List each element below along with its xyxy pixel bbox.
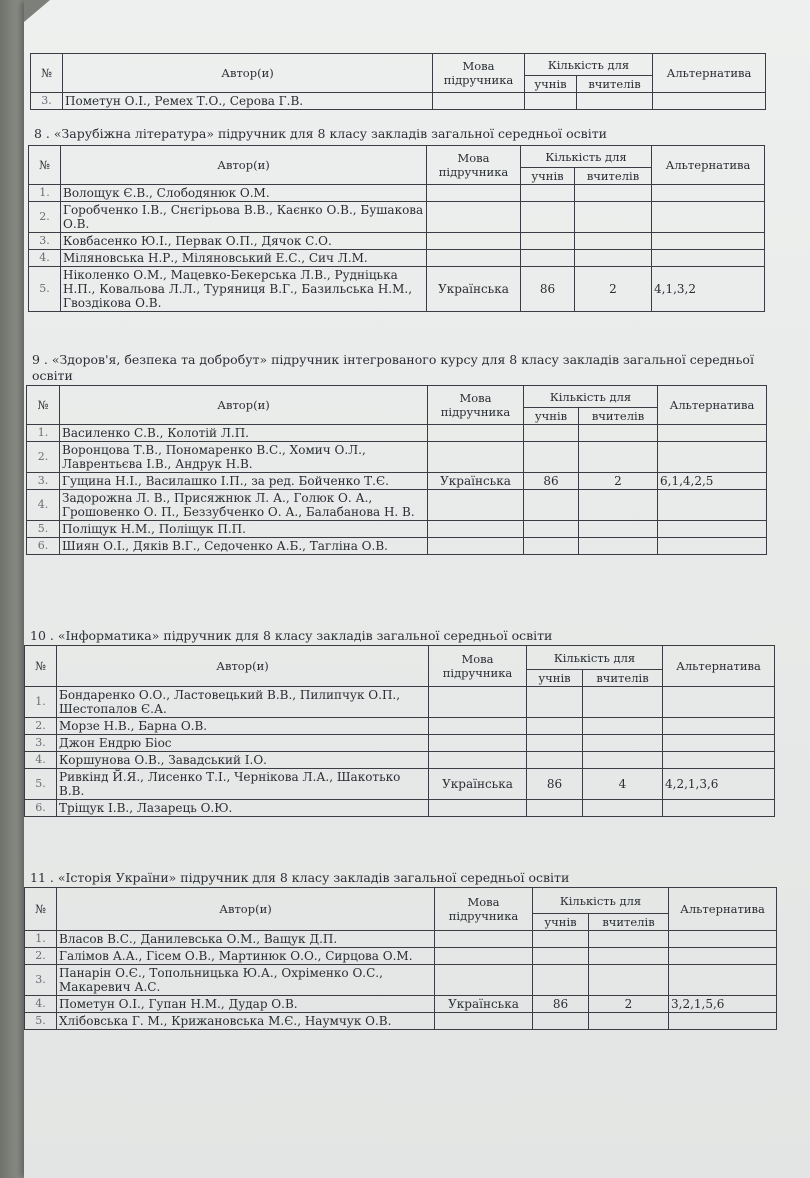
textbook-table	[24, 887, 777, 1030]
row-number: 1.	[25, 931, 57, 948]
header-number: №	[25, 888, 57, 931]
table-row	[25, 800, 775, 817]
section-8	[28, 126, 768, 312]
teachers-count-cell	[575, 185, 652, 202]
author-cell: Бондаренко О.О., Ластовецький В.В., Пилипчук О.П., Шестопалов Є.А.	[57, 687, 429, 718]
header-author: Автор(и)	[57, 888, 435, 931]
author-cell: Галімов А.А., Гісем О.В., Мартинюк О.О., Сирцова О.М.	[57, 948, 435, 965]
students-count-cell	[521, 233, 575, 250]
alternative-cell: 4,2,1,3,6	[663, 769, 775, 800]
header-students: учнів	[527, 670, 583, 687]
alternative-cell	[658, 538, 767, 555]
teachers-count-cell: 4	[583, 769, 663, 800]
students-count-cell	[527, 735, 583, 752]
teachers-count-cell	[583, 687, 663, 718]
header-teachers: вчителів	[577, 76, 653, 93]
language-cell	[428, 425, 524, 442]
row-number: 6.	[25, 800, 57, 817]
textbook-table	[30, 53, 766, 110]
table-row	[29, 202, 765, 233]
students-count-cell	[524, 425, 579, 442]
alternative-cell	[663, 735, 775, 752]
header-number: №	[29, 146, 61, 185]
header-author: Автор(и)	[60, 386, 428, 425]
table-row	[27, 538, 767, 555]
language-cell	[429, 752, 527, 769]
teachers-count-cell	[579, 425, 658, 442]
row-number: 3.	[25, 735, 57, 752]
header-number: №	[27, 386, 60, 425]
author-cell: Ніколенко О.М., Мацевко-Бекерська Л.В., Рудніцька Н.П., Ковальова Л.Л., Туряниця В.Г., Базильська Н.М., Гвоздікова О.В.	[61, 267, 427, 312]
section-continuation	[30, 53, 765, 110]
header-language: Мова підручника	[435, 888, 533, 931]
row-number: 2.	[25, 948, 57, 965]
table-row	[25, 931, 777, 948]
row-number: 3.	[31, 93, 63, 110]
language-cell	[428, 538, 524, 555]
header-language: Мова підручника	[427, 146, 521, 185]
alternative-cell	[669, 948, 777, 965]
language-cell	[429, 735, 527, 752]
table-row	[27, 490, 767, 521]
header-alternative: Альтернатива	[658, 386, 767, 425]
language-cell	[435, 1013, 533, 1030]
table-row	[25, 769, 775, 800]
header-teachers: вчителів	[575, 168, 652, 185]
table-row	[25, 718, 775, 735]
table-row	[25, 965, 777, 996]
alternative-cell: 3,2,1,5,6	[669, 996, 777, 1013]
author-cell: Коршунова О.В., Завадський І.О.	[57, 752, 429, 769]
language-cell	[427, 250, 521, 267]
alternative-cell	[663, 752, 775, 769]
language-cell	[433, 93, 525, 110]
language-cell	[429, 687, 527, 718]
alternative-cell	[669, 965, 777, 996]
students-count-cell	[533, 931, 589, 948]
table-row	[27, 442, 767, 473]
table-row	[29, 233, 765, 250]
row-number: 1.	[25, 687, 57, 718]
teachers-count-cell	[579, 442, 658, 473]
teachers-count-cell	[589, 931, 669, 948]
header-teachers: вчителів	[589, 914, 669, 931]
author-cell: Василенко С.В., Колотій Л.П.	[60, 425, 428, 442]
author-cell: Ковбасенко Ю.І., Первак О.П., Дячок С.О.	[61, 233, 427, 250]
textbook-table	[28, 145, 765, 312]
table-row	[29, 185, 765, 202]
language-cell	[427, 185, 521, 202]
teachers-count-cell	[583, 800, 663, 817]
students-count-cell: 86	[527, 769, 583, 800]
header-alternative: Альтернатива	[669, 888, 777, 931]
language-cell: Українська	[435, 996, 533, 1013]
header-students: учнів	[525, 76, 577, 93]
header-quantity: Кількість для	[527, 646, 663, 670]
students-count-cell	[533, 965, 589, 996]
teachers-count-cell	[583, 735, 663, 752]
language-cell	[428, 442, 524, 473]
section-title: 9 . «Здоров'я, безпека та добробут» підручник інтегрованого курсу для 8 класу закладів загальної середньої освіти	[32, 352, 754, 383]
table-row	[25, 735, 775, 752]
language-cell	[428, 490, 524, 521]
author-cell: Горобченко І.В., Снєгірьова В.В., Каєнко О.В., Бушакова О.В.	[61, 202, 427, 233]
section-title: 8 . «Зарубіжна література» підручник для 8 класу закладів загальної середньої освіти	[34, 126, 607, 141]
row-number: 4.	[29, 250, 61, 267]
author-cell: Міляновська Н.Р., Міляновський Е.С., Сич Л.М.	[61, 250, 427, 267]
alternative-cell	[652, 185, 765, 202]
language-cell: Українська	[427, 267, 521, 312]
teachers-count-cell: 2	[589, 996, 669, 1013]
table-row	[29, 267, 765, 312]
teachers-count-cell	[577, 93, 653, 110]
alternative-cell	[658, 442, 767, 473]
teachers-count-cell: 2	[575, 267, 652, 312]
author-cell: Тріщук І.В., Лазарець О.Ю.	[57, 800, 429, 817]
header-students: учнів	[524, 408, 579, 425]
alternative-cell	[658, 425, 767, 442]
row-number: 1.	[29, 185, 61, 202]
students-count-cell	[533, 948, 589, 965]
language-cell	[435, 965, 533, 996]
teachers-count-cell	[575, 233, 652, 250]
header-teachers: вчителів	[579, 408, 658, 425]
section-9	[26, 352, 776, 555]
header-quantity: Кількість для	[533, 888, 669, 914]
section-10	[24, 628, 776, 817]
alternative-cell: 6,1,4,2,5	[658, 473, 767, 490]
students-count-cell	[525, 93, 577, 110]
header-teachers: вчителів	[583, 670, 663, 687]
row-number: 1.	[27, 425, 60, 442]
author-cell: Джон Ендрю Біос	[57, 735, 429, 752]
table-row	[25, 948, 777, 965]
alternative-cell: 4,1,3,2	[652, 267, 765, 312]
alternative-cell	[658, 521, 767, 538]
header-language: Мова підручника	[433, 54, 525, 93]
students-count-cell	[533, 1013, 589, 1030]
document-page	[24, 0, 810, 1178]
header-quantity: Кількість для	[521, 146, 652, 168]
teachers-count-cell	[579, 490, 658, 521]
students-count-cell	[521, 202, 575, 233]
author-cell: Власов В.С., Данилевська О.М., Ващук Д.П.	[57, 931, 435, 948]
alternative-cell	[653, 93, 766, 110]
teachers-count-cell	[575, 202, 652, 233]
header-alternative: Альтернатива	[663, 646, 775, 687]
teachers-count-cell	[589, 965, 669, 996]
row-number: 2.	[29, 202, 61, 233]
teachers-count-cell	[583, 752, 663, 769]
table-row	[25, 996, 777, 1013]
teachers-count-cell	[589, 1013, 669, 1030]
students-count-cell	[524, 521, 579, 538]
row-number: 3.	[25, 965, 57, 996]
language-cell	[427, 233, 521, 250]
textbook-table	[24, 645, 775, 817]
table-row	[25, 752, 775, 769]
textbook-table	[26, 385, 767, 555]
students-count-cell	[524, 538, 579, 555]
row-number: 5.	[25, 1013, 57, 1030]
students-count-cell	[527, 800, 583, 817]
author-cell: Ривкінд Й.Я., Лисенко Т.І., Чернікова Л.А., Шакотько В.В.	[57, 769, 429, 800]
students-count-cell	[527, 687, 583, 718]
row-number: 3.	[29, 233, 61, 250]
language-cell	[435, 931, 533, 948]
language-cell: Українська	[429, 769, 527, 800]
teachers-count-cell	[575, 250, 652, 267]
alternative-cell	[669, 931, 777, 948]
alternative-cell	[663, 687, 775, 718]
students-count-cell	[524, 442, 579, 473]
author-cell: Поліщук Н.М., Поліщук П.П.	[60, 521, 428, 538]
header-number: №	[31, 54, 63, 93]
teachers-count-cell	[583, 718, 663, 735]
header-language: Мова підручника	[429, 646, 527, 687]
teachers-count-cell	[589, 948, 669, 965]
table-row	[27, 473, 767, 490]
author-cell: Пометун О.І., Ремех Т.О., Серова Г.В.	[63, 93, 433, 110]
author-cell: Пометун О.І., Гупан Н.М., Дудар О.В.	[57, 996, 435, 1013]
row-number: 2.	[27, 442, 60, 473]
row-number: 5.	[25, 769, 57, 800]
table-row	[29, 250, 765, 267]
header-author: Автор(и)	[63, 54, 433, 93]
alternative-cell	[663, 718, 775, 735]
students-count-cell	[527, 718, 583, 735]
header-language: Мова підручника	[428, 386, 524, 425]
row-number: 4.	[27, 490, 60, 521]
language-cell: Українська	[428, 473, 524, 490]
language-cell	[429, 800, 527, 817]
header-quantity: Кількість для	[525, 54, 653, 76]
teachers-count-cell	[579, 521, 658, 538]
header-students: учнів	[533, 914, 589, 931]
row-number: 5.	[29, 267, 61, 312]
alternative-cell	[658, 490, 767, 521]
row-number: 4.	[25, 996, 57, 1013]
table-row	[25, 687, 775, 718]
language-cell	[427, 202, 521, 233]
author-cell: Панарін О.Є., Топольницька Ю.А., Охріменко О.С., Макаревич А.С.	[57, 965, 435, 996]
row-number: 4.	[25, 752, 57, 769]
language-cell	[435, 948, 533, 965]
section-11	[24, 870, 780, 1030]
header-quantity: Кількість для	[524, 386, 658, 408]
author-cell: Морзе Н.В., Барна О.В.	[57, 718, 429, 735]
author-cell: Хлібовська Г. М., Крижановська М.Є., Наумчук О.В.	[57, 1013, 435, 1030]
students-count-cell: 86	[521, 267, 575, 312]
students-count-cell	[527, 752, 583, 769]
table-row	[31, 93, 766, 110]
header-number: №	[25, 646, 57, 687]
author-cell: Гущина Н.І., Василашко І.П., за ред. Бойченко Т.Є.	[60, 473, 428, 490]
alternative-cell	[669, 1013, 777, 1030]
header-alternative: Альтернатива	[652, 146, 765, 185]
row-number: 3.	[27, 473, 60, 490]
author-cell: Воронцова Т.В., Пономаренко В.С., Хомич О.Л., Лаврентьєва І.В., Андрук Н.В.	[60, 442, 428, 473]
table-row	[27, 521, 767, 538]
students-count-cell	[524, 490, 579, 521]
header-alternative: Альтернатива	[653, 54, 766, 93]
alternative-cell	[663, 800, 775, 817]
header-author: Автор(и)	[57, 646, 429, 687]
author-cell: Задорожна Л. В., Присяжнюк Л. А., Голюк О. А., Грошовенко О. П., Беззубченко О. А., Балабанова Н. В.	[60, 490, 428, 521]
header-students: учнів	[521, 168, 575, 185]
author-cell: Шиян О.І., Дяків В.Г., Седоченко А.Б., Тагліна О.В.	[60, 538, 428, 555]
language-cell	[428, 521, 524, 538]
header-author: Автор(и)	[61, 146, 427, 185]
students-count-cell: 86	[533, 996, 589, 1013]
alternative-cell	[652, 233, 765, 250]
row-number: 2.	[25, 718, 57, 735]
students-count-cell: 86	[524, 473, 579, 490]
teachers-count-cell: 2	[579, 473, 658, 490]
students-count-cell	[521, 185, 575, 202]
author-cell: Волощук Є.В., Слободянюк О.М.	[61, 185, 427, 202]
row-number: 5.	[27, 521, 60, 538]
students-count-cell	[521, 250, 575, 267]
section-title: 10 . «Інформатика» підручник для 8 класу закладів загальної середньої освіти	[30, 628, 553, 643]
row-number: 6.	[27, 538, 60, 555]
language-cell	[429, 718, 527, 735]
alternative-cell	[652, 202, 765, 233]
section-title: 11 . «Історія України» підручник для 8 класу закладів загальної середньої освіти	[30, 870, 570, 885]
teachers-count-cell	[579, 538, 658, 555]
table-row	[25, 1013, 777, 1030]
alternative-cell	[652, 250, 765, 267]
table-row	[27, 425, 767, 442]
